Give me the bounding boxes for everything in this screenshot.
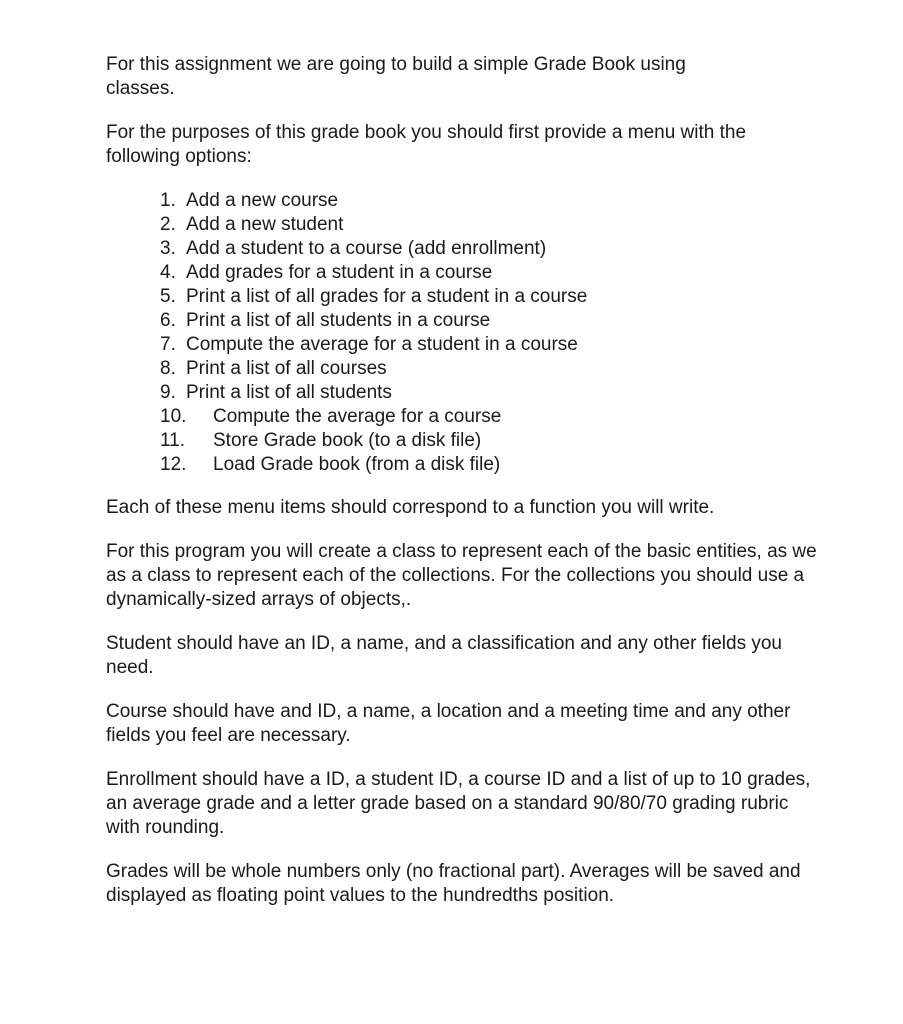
purpose-line-1: For the purposes of this grade book you should first provide a menu with the [106,122,747,143]
list-item-number: 6. [160,310,176,331]
list-item-label: Add a new course [186,190,339,211]
list-item [160,333,896,357]
list-item [160,213,896,237]
grades-paragraph [106,860,896,908]
functions-paragraph [106,496,896,520]
student-line-2: need. [106,657,154,678]
list-item-label: Compute the average for a student in a course [186,334,578,355]
list-item [160,357,896,381]
list-item-number: 12. [160,454,187,475]
course-paragraph [106,700,896,748]
list-item [160,261,896,285]
list-item-number: 11. [160,430,186,451]
list-item [160,285,896,309]
classes-line-3: dynamically-sized arrays of objects,. [106,589,412,610]
intro-paragraph [106,53,896,101]
intro-line-2: classes. [106,78,175,99]
course-line-2: fields you feel are necessary. [106,725,351,746]
enrollment-paragraph [106,768,896,840]
purpose-line-2: following options: [106,146,252,167]
student-paragraph [106,632,896,680]
classes-paragraph [106,540,896,612]
list-item-number: 2. [160,214,176,235]
list-item [160,189,896,213]
list-item-number: 10. [160,406,187,427]
assignment-document [106,53,896,908]
list-item-label: Load Grade book (from a disk file) [213,454,501,475]
list-item-number: 1. [160,190,176,211]
list-item-number: 9. [160,382,176,403]
enrollment-line-3: with rounding. [106,817,225,838]
classes-line-1: For this program you will create a class to represent each of the basic entities, as we [106,541,817,562]
intro-line-1: For this assignment we are going to build a simple Grade Book using [106,54,686,75]
list-item-number: 3. [160,238,176,259]
list-item-number: 8. [160,358,176,379]
list-item-label: Store Grade book (to a disk file) [213,430,482,451]
enrollment-line-2: an average grade and a letter grade based on a standard 90/80/70 grading rubric [106,793,789,814]
list-item-label: Add grades for a student in a course [186,262,493,283]
grades-line-1: Grades will be whole numbers only (no fractional part). Averages will be saved and [106,861,801,882]
course-line-1: Course should have and ID, a name, a location and a meeting time and any other [106,701,791,722]
list-item [160,429,896,453]
grades-line-2: displayed as floating point values to the hundredths position. [106,885,615,906]
list-item-number: 4. [160,262,176,283]
list-item [160,381,896,405]
list-item-label: Compute the average for a course [213,406,502,427]
list-item-label: Add a new student [186,214,344,235]
list-item [160,405,896,429]
list-item [160,453,896,477]
list-item [160,309,896,333]
list-item-label: Print a list of all students [186,382,392,403]
list-item-label: Print a list of all grades for a student in a course [186,286,588,307]
list-item-label: Print a list of all courses [186,358,387,379]
enrollment-line-1: Enrollment should have a ID, a student ID, a course ID and a list of up to 10 grades, [106,769,811,790]
menu-options-list [106,189,896,477]
list-item-label: Print a list of all students in a course [186,310,491,331]
list-item-label: Add a student to a course (add enrollment) [186,238,547,259]
list-item-number: 5. [160,286,176,307]
purpose-paragraph [106,121,896,169]
classes-line-2: as a class to represent each of the collections. For the collections you should use a [106,565,805,586]
functions-line-1: Each of these menu items should correspond to a function you will write. [106,497,715,518]
student-line-1: Student should have an ID, a name, and a classification and any other fields you [106,633,782,654]
list-item [160,237,896,261]
list-item-number: 7. [160,334,176,355]
